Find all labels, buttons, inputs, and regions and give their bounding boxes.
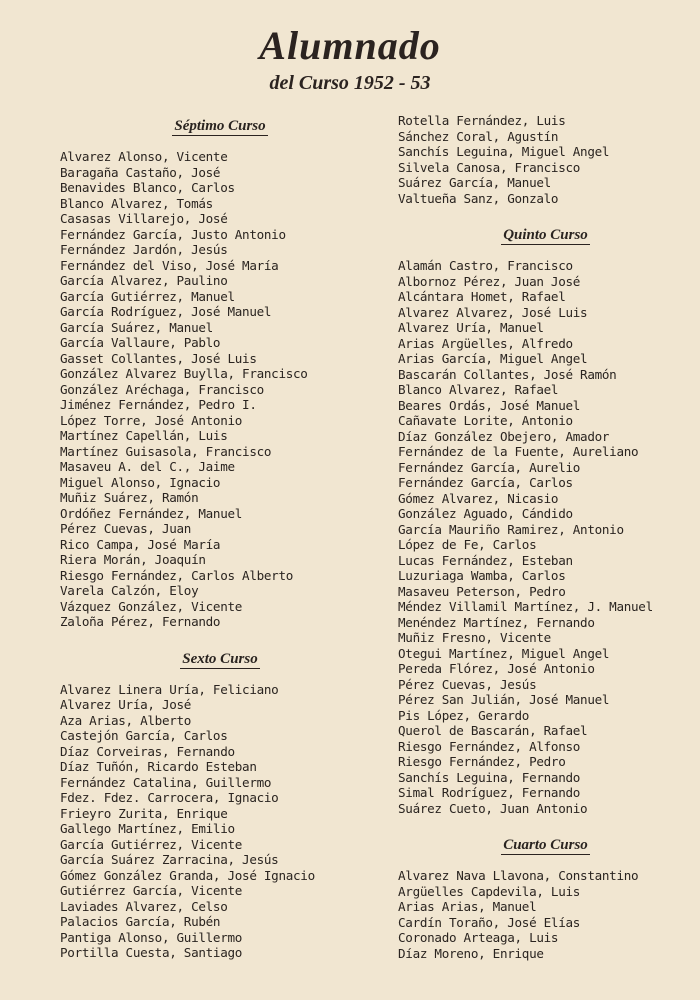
- student-name: Menéndez Martínez, Fernando: [398, 614, 595, 630]
- student-name: Alvarez Uría, Manuel: [398, 320, 544, 335]
- student-name: Arias Argüelles, Alfredo: [398, 335, 573, 351]
- student-name: Baragaña Castaño, José: [60, 164, 221, 180]
- section-heading-septimo: Séptimo Curso: [174, 118, 266, 134]
- section-heading-sexto: Sexto Curso: [182, 650, 258, 667]
- student-name: Palacios García, Rubén: [60, 914, 221, 929]
- student-name: Rico Campa, José María: [60, 536, 221, 552]
- student-name: González Alvarez Buylla, Francisco: [60, 366, 308, 381]
- student-name: Frieyro Zurita, Enrique: [60, 805, 228, 821]
- student-name: Simal Rodríguez, Fernando: [398, 785, 581, 800]
- student-name: García Rodríguez, José Manuel: [60, 304, 272, 319]
- student-name: Pis López, Gerardo: [398, 707, 530, 723]
- student-name: Argüelles Capdevila, Luis: [398, 883, 581, 899]
- student-name: Alvarez Alonso, Vicente: [60, 149, 228, 164]
- student-name: Cardín Toraño, José Elías: [398, 914, 581, 930]
- student-name: Otegui Martínez, Miguel Angel: [398, 645, 610, 661]
- student-name: Alvarez Linera Uría, Feliciano: [60, 681, 279, 697]
- student-name: Albornoz Pérez, Juan José: [398, 273, 581, 289]
- student-name: Aza Arias, Alberto: [60, 712, 192, 728]
- student-name: Gasset Collantes, José Luis: [60, 350, 257, 366]
- student-name: Arias García, Miguel Angel: [398, 351, 588, 366]
- section-heading-quinto: Quinto Curso: [503, 227, 588, 243]
- student-name: Pereda Flórez, José Antonio: [398, 661, 595, 676]
- student-name: Alvarez Uría, José: [60, 697, 192, 712]
- student-name: Riera Morán, Joaquín: [60, 552, 206, 567]
- student-name: Vázquez González, Vicente: [60, 598, 243, 614]
- student-name: Gutiérrez García, Vicente: [60, 883, 243, 898]
- student-name: Arias Arias, Manuel: [398, 899, 537, 914]
- student-name: Díaz Tuñón, Ricardo Esteban: [60, 759, 257, 774]
- student-name: Alamán Castro, Francisco: [398, 258, 573, 273]
- student-name: Silvela Canosa, Francisco: [398, 159, 581, 175]
- student-name: García Suárez, Manuel: [60, 319, 213, 335]
- student-name: Gómez González Granda, José Ignacio: [60, 867, 315, 883]
- student-name: Lucas Fernández, Esteban: [398, 552, 573, 568]
- student-name: Martínez Guisasola, Francisco: [60, 443, 272, 459]
- student-name: Méndez Villamil Martínez, J. Manuel: [398, 599, 653, 614]
- student-name: Masaveu Peterson, Pedro: [398, 583, 566, 599]
- student-name: Portilla Cuesta, Santiago: [60, 945, 243, 960]
- student-name: Díaz González Obejero, Amador: [398, 428, 610, 444]
- student-name: Benavides Blanco, Carlos: [60, 180, 235, 195]
- student-name: Riesgo Fernández, Carlos Alberto: [60, 567, 294, 583]
- student-name: García Gutiérrez, Vicente: [60, 836, 243, 852]
- student-list-sexto: [60, 682, 380, 961]
- student-name: Fernández Catalina, Guillermo: [60, 774, 272, 790]
- student-name: Fernández de la Fuente, Aureliano: [398, 444, 639, 459]
- student-name: Díaz Corveiras, Fernando: [60, 743, 235, 759]
- student-list-cuarto: [398, 868, 693, 961]
- student-name: Zaloña Pérez, Fernando: [60, 614, 221, 629]
- student-list-quinto: [398, 258, 693, 816]
- student-name: Sánchez Coral, Agustín: [398, 128, 559, 144]
- student-name: Luzuriaga Wamba, Carlos: [398, 568, 566, 583]
- right-column: [398, 113, 693, 961]
- student-name: Ordóñez Fernández, Manuel: [60, 505, 243, 521]
- student-name: González Aréchaga, Francisco: [60, 381, 264, 397]
- student-name: Fernández García, Aurelio: [398, 459, 581, 475]
- student-name: García Suárez Zarracina, Jesús: [60, 852, 279, 867]
- student-name: Muñiz Fresno, Vicente: [398, 630, 551, 645]
- student-name: Gómez Alvarez, Nicasio: [398, 490, 559, 506]
- student-name: González Aguado, Cándido: [398, 506, 573, 521]
- student-name: Castejón García, Carlos: [60, 728, 228, 743]
- student-name: Beares Ordás, José Manuel: [398, 397, 581, 413]
- student-name: Cañavate Lorite, Antonio: [398, 413, 573, 428]
- student-name: Riesgo Fernández, Pedro: [398, 754, 566, 769]
- student-name: López Torre, José Antonio: [60, 412, 243, 428]
- student-name: Coronado Arteaga, Luis: [398, 930, 559, 945]
- page-title: Alumnado: [259, 23, 441, 68]
- student-name: Martínez Capellán, Luis: [60, 428, 228, 443]
- student-name: Suárez Cueto, Juan Antonio: [398, 800, 588, 816]
- student-name: Fernández Jardón, Jesús: [60, 242, 228, 257]
- student-list-sexto-continued: [398, 113, 693, 206]
- student-list-septimo: [60, 149, 380, 630]
- student-name: Muñiz Suárez, Ramón: [60, 490, 199, 505]
- student-name: Pantiga Alonso, Guillermo: [60, 929, 243, 945]
- student-name: López de Fe, Carlos: [398, 537, 537, 552]
- student-name: Fernández del Viso, José María: [60, 257, 279, 273]
- student-name: Sanchís Leguina, Fernando: [398, 769, 581, 785]
- student-name: Riesgo Fernández, Alfonso: [398, 738, 581, 754]
- student-name: Rotella Fernández, Luis: [398, 113, 566, 128]
- student-name: García Vallaure, Pablo: [60, 335, 221, 350]
- student-name: Fdez. Fdez. Carrocera, Ignacio: [60, 790, 279, 805]
- student-name: Díaz Moreno, Enrique: [398, 945, 544, 961]
- student-name: Varela Calzón, Eloy: [60, 583, 199, 598]
- student-name: Pérez San Julián, José Manuel: [398, 692, 610, 707]
- student-name: Laviades Alvarez, Celso: [60, 898, 228, 914]
- student-name: Miguel Alonso, Ignacio: [60, 474, 221, 490]
- page-subtitle: del Curso 1952 - 53: [269, 72, 431, 94]
- student-name: García Gutiérrez, Manuel: [60, 288, 235, 304]
- student-name: Alcántara Homet, Rafael: [398, 289, 566, 304]
- student-name: Querol de Bascarán, Rafael: [398, 723, 588, 738]
- student-name: Pérez Cuevas, Jesús: [398, 676, 537, 692]
- student-name: García Mauriño Ramirez, Antonio: [398, 521, 624, 537]
- student-name: Pérez Cuevas, Juan: [60, 521, 192, 536]
- student-name: Valtueña Sanz, Gonzalo: [398, 190, 559, 206]
- student-name: Fernández García, Justo Antonio: [60, 226, 286, 242]
- student-name: Bascarán Collantes, José Ramón: [398, 366, 617, 382]
- student-name: Blanco Alvarez, Tomás: [60, 195, 213, 211]
- student-name: Masaveu A. del C., Jaime: [60, 459, 235, 474]
- student-name: Alvarez Alvarez, José Luis: [398, 304, 588, 320]
- student-name: Fernández García, Carlos: [398, 475, 573, 490]
- student-name: Suárez García, Manuel: [398, 175, 551, 190]
- left-column: [60, 115, 380, 961]
- student-name: Blanco Alvarez, Rafael: [398, 382, 559, 397]
- student-name: Casasas Villarejo, José: [60, 211, 228, 226]
- student-name: Sanchís Leguina, Miguel Angel: [398, 144, 610, 159]
- section-heading-cuarto: Cuarto Curso: [503, 837, 588, 853]
- student-name: García Alvarez, Paulino: [60, 273, 228, 288]
- student-name: Alvarez Nava Llavona, Constantino: [398, 868, 639, 883]
- student-name: Jiménez Fernández, Pedro I.: [60, 397, 257, 412]
- student-name: Gallego Martínez, Emilio: [60, 821, 235, 836]
